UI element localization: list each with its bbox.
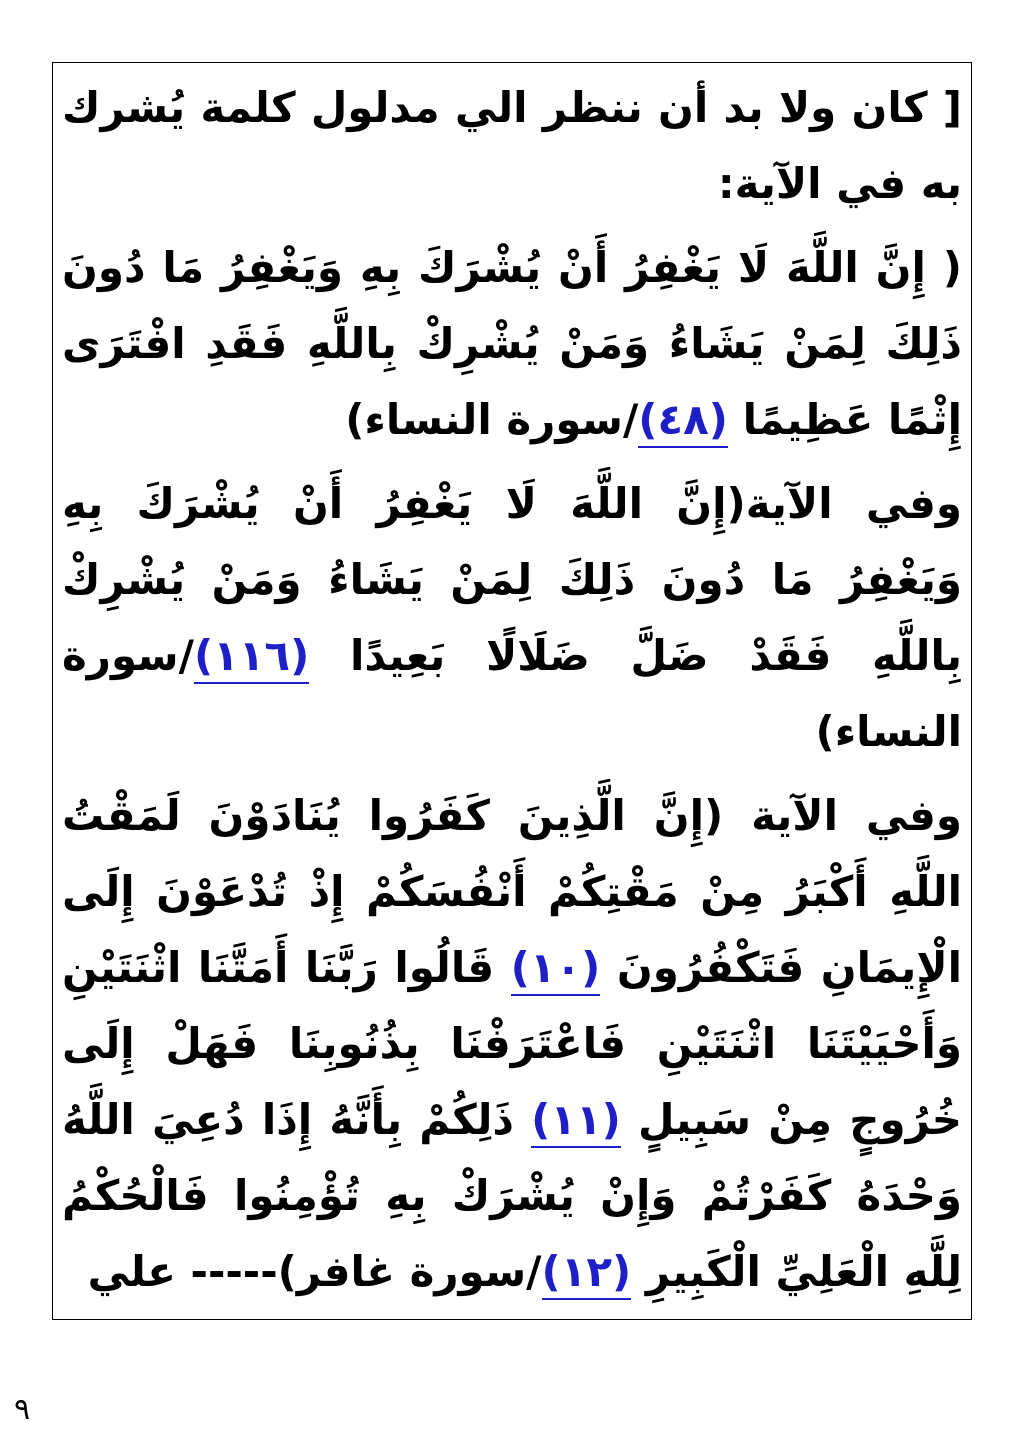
verse-reference-11[interactable]: (١١) — [531, 1095, 621, 1148]
intro-paragraph — [62, 70, 962, 222]
verse-text: ( إِنَّ اللَّهَ لَا يَغْفِرُ أَنْ يُشْرَكَ بِهِ وَيَغْفِرُ مَا دُونَ ذَلِكَ لِمَنْ يَشَاءُ وَمَنْ يُشْرِكْ بِاللَّهِ فَقَدِ افْتَرَى إِثْمًا عَظِيمًا — [62, 243, 962, 444]
surah-label: /سورة غافر)----- علي — [87, 1247, 542, 1296]
verse-reference-48[interactable]: (٤٨) — [638, 395, 728, 448]
page-number: ٩ — [14, 1392, 31, 1427]
verse-reference-12[interactable]: (١٢) — [542, 1247, 632, 1300]
intro-text: [ كان ولا بد أن ننظر الي مدلول كلمة يُشرك به في الآية: — [62, 83, 962, 208]
verse-reference-116[interactable]: (١١٦) — [194, 631, 309, 684]
verse-text: ذَلِكُمْ بِأَنَّهُ إِذَا دُعِيَ اللَّهُ وَحْدَهُ كَفَرْتُمْ وَإِنْ يُشْرَكْ بِهِ تُؤْمِنُوا فَالْحُكْمُ لِلَّهِ الْعَلِيِّ الْكَبِيرِ — [62, 1095, 962, 1296]
verse-reference-10[interactable]: (١٠) — [511, 943, 601, 996]
verse-paragraph-ghafir — [62, 778, 962, 1310]
verse-text: وفي الآية(إِنَّ اللَّهَ لَا يَغْفِرُ أَنْ يُشْرَكَ بِهِ وَيَغْفِرُ مَا دُونَ ذَلِكَ لِمَنْ يَشَاءُ وَمَنْ يُشْرِكْ بِاللَّهِ فَقَدْ ضَلَّ ضَلَالًا بَعِيدًا — [62, 479, 962, 680]
surah-label: /سورة النساء) — [345, 395, 639, 444]
verse-text: وفي الآية (إِنَّ الَّذِينَ كَفَرُوا يُنَادَوْنَ لَمَقْتُ اللَّهِ أَكْبَرُ مِنْ مَقْتِكُمْ أَنْفُسَكُمْ إِذْ تُدْعَوْنَ إِلَى الْإِيمَانِ فَتَكْفُرُونَ — [62, 791, 962, 992]
surah-label: /سورة النساء) — [62, 631, 962, 756]
document-body — [62, 70, 962, 1318]
verse-paragraph-nisa-116 — [62, 466, 962, 770]
verse-text: قَالُوا رَبَّنَا أَمَتَّنَا اثْنَتَيْنِ وَأَحْيَيْتَنَا اثْنَتَيْنِ فَاعْتَرَفْنَا بِذُنُوبِنَا فَهَلْ إِلَى خُرُوجٍ مِنْ سَبِيلٍ — [62, 943, 962, 1144]
verse-paragraph-nisa-48 — [62, 230, 962, 458]
